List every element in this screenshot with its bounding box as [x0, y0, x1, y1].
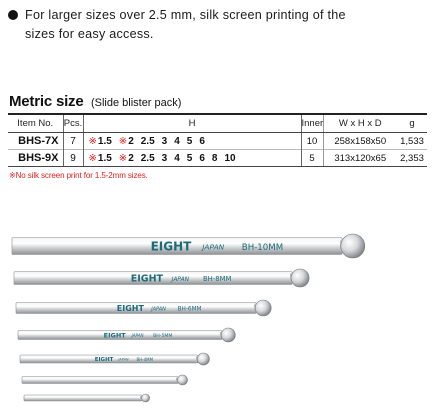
bullet-icon	[8, 10, 18, 20]
inner-cell: 5	[301, 150, 323, 167]
header-dimensions: W x H x D	[323, 114, 397, 133]
table-header-row	[8, 114, 427, 133]
key-size-print: BH-4MM	[136, 356, 154, 362]
table-row	[8, 150, 427, 167]
key-origin-print: JAPAN	[118, 357, 129, 362]
size-value: 2.5	[140, 152, 155, 164]
hex-key	[18, 328, 235, 342]
size-value: 4	[174, 152, 180, 164]
dimensions-cell: 258x158x50	[334, 135, 387, 147]
size-value: 5	[186, 152, 193, 164]
pcs-cell: 7	[63, 133, 83, 150]
header-pcs: Pcs.	[63, 114, 83, 133]
item-no-cell: BHS-7X	[8, 133, 63, 150]
key-size-print: BH-8MM	[202, 275, 232, 284]
hex-key	[22, 375, 188, 385]
size-value: ※ 2	[119, 153, 134, 164]
dimensions-cell: 313x120x65	[323, 150, 397, 167]
size-value: ※ 1.5	[89, 136, 112, 147]
size-value: 3	[161, 152, 168, 164]
sizes-cell	[83, 133, 301, 150]
hex-key	[14, 269, 309, 287]
note-line-1: For larger sizes over 2.5 mm, silk screen printing of the	[25, 8, 346, 22]
sizes-cell	[83, 150, 301, 167]
size-value: 10	[224, 152, 236, 164]
weight-cell: 1,533	[400, 135, 424, 147]
size-value: 6	[199, 152, 205, 164]
header-inner: Inner	[301, 114, 323, 133]
product-photo	[0, 214, 435, 419]
key-brand-print: EIGHT	[94, 356, 114, 363]
note-line-2: sizes for easy access.	[25, 27, 154, 41]
key-origin-print: JAPAN	[131, 332, 144, 338]
header-item-no: Item No.	[8, 114, 63, 133]
hex-key	[16, 300, 271, 316]
section-title: Metric size	[9, 93, 84, 110]
key-origin-print: JAPAN	[151, 306, 166, 313]
key-size-print: BH-5MM	[153, 334, 173, 340]
size-value: 4	[174, 135, 180, 147]
weight-cell: 2,353	[397, 150, 427, 167]
hex-key	[24, 394, 150, 402]
table-row	[8, 133, 427, 150]
inner-cell: 10	[301, 133, 323, 150]
size-value: 3	[161, 135, 168, 147]
section-subtitle: (Slide blister pack)	[90, 97, 182, 109]
size-value: 6	[199, 135, 205, 147]
header-weight: g	[397, 114, 427, 133]
item-no-cell: BHS-9X	[8, 150, 63, 167]
feature-note	[6, 6, 426, 44]
spec-table	[8, 113, 427, 167]
size-value: 2.5	[140, 135, 155, 147]
header-h: H	[83, 114, 301, 133]
key-origin-print: JAPAN	[202, 242, 225, 252]
key-size-print: BH-10MM	[241, 242, 284, 253]
hex-key	[20, 353, 209, 365]
size-value: ※ 1.5	[89, 153, 112, 164]
key-size-print: BH-6MM	[177, 306, 202, 313]
section-heading	[9, 93, 181, 111]
pcs-cell: 9	[63, 150, 83, 167]
key-origin-print: JAPAN	[171, 276, 190, 283]
size-value: 8	[211, 152, 218, 164]
footnote: ※No silk screen print for 1.5-2mm sizes.	[9, 171, 148, 180]
key-brand-print: EIGHT	[103, 331, 126, 340]
key-brand-print: EIGHT	[150, 239, 192, 254]
size-value: ※ 2	[119, 136, 134, 147]
key-brand-print: EIGHT	[130, 273, 164, 285]
hex-key	[12, 234, 365, 258]
key-brand-print: EIGHT	[116, 303, 144, 313]
size-value: 5	[186, 135, 193, 147]
